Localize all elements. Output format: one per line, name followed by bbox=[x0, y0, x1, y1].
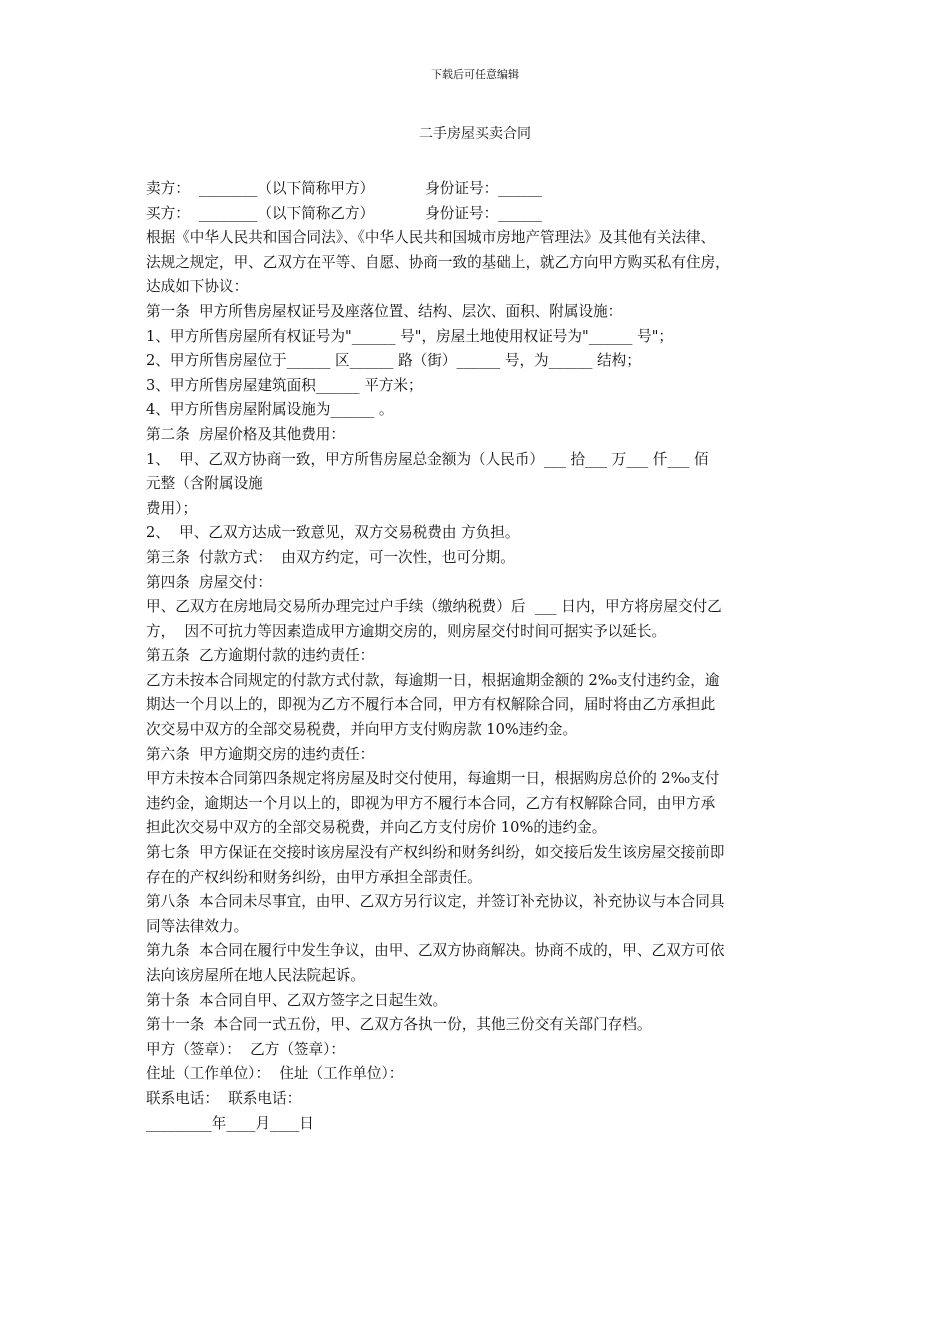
contract-line: 达成如下协议： bbox=[146, 278, 249, 296]
contract-line: 第二条 房屋价格及其他费用： bbox=[146, 425, 345, 443]
contract-line: 3、甲方所售房屋建筑面积______ 平方米； bbox=[146, 376, 423, 394]
contract-line: 第七条 甲方保证在交接时该房屋没有产权纠纷和财务纠纷，如交接后发生该房屋交接前即 bbox=[146, 844, 725, 862]
contract-line: 买方： ________（以下简称乙方） 身份证号：______ bbox=[146, 204, 542, 222]
contract-line: 甲方（签章）： 乙方（签章）： bbox=[146, 1040, 345, 1058]
contract-line: 第五条 乙方逾期付款的违约责任： bbox=[146, 647, 375, 665]
contract-line: 第九条 本合同在履行中发生争议，由甲、乙双方协商解决。协商不成的，甲、乙双方可依 bbox=[146, 942, 725, 960]
contract-line: 法规之规定，甲、乙双方在平等、自愿、协商一致的基础上，就乙方向甲方购买私有住房， bbox=[146, 253, 730, 271]
contract-line: 第一条 甲方所售房屋权证号及座落位置、结构、层次、面积、附属设施： bbox=[146, 302, 623, 320]
contract-line: 第八条 本合同未尽事宜，由甲、乙双方另行议定，并签订补充协议，补充协议与本合同具 bbox=[146, 893, 725, 911]
contract-line: 1、 甲、乙双方协商一致，甲方所售房屋总金额为（人民币）___ 拾___ 万___ 仟___ 佰 bbox=[146, 450, 709, 468]
document-title: 二手房屋买卖合同 bbox=[419, 126, 531, 142]
contract-line: 第十条 本合同自甲、乙双方签字之日起生效。 bbox=[146, 991, 448, 1009]
contract-line: 第十一条 本合同一式五份，甲、乙双方各执一份，其他三份交有关部门存档。 bbox=[146, 1016, 652, 1034]
contract-line: 担此次交易中双方的全部交易税费，并向乙方支付房价 10%的违约金。 bbox=[146, 819, 607, 837]
contract-line: 乙方未按本合同规定的付款方式付款，每逾期一日，根据逾期金额的 2‰支付违约金，逾 bbox=[146, 671, 720, 689]
contract-line: 期达一个月以上的，即视为乙方不履行本合同，甲方有权解除合同，届时将由乙方承担此 bbox=[146, 696, 716, 714]
contract-line: 存在的产权纠纷和财务纠纷，由甲方承担全部责任。 bbox=[146, 868, 482, 886]
contract-line: 第三条 付款方式： 由双方约定，可一次性，也可分期。 bbox=[146, 548, 515, 566]
contract-line: 同等法律效力。 bbox=[146, 917, 249, 935]
contract-line: 卖方： ________（以下简称甲方） 身份证号：______ bbox=[146, 180, 542, 197]
contract-line: 2、 甲、乙双方达成一致意见，双方交易税费由 方负担。 bbox=[146, 524, 520, 542]
contract-line: 根据《中华人民共和国合同法》、《中华人民共和国城市房地产管理法》及其他有关法律、 bbox=[146, 229, 716, 247]
contract-line: 住址（工作单位）： 住址（工作单位）： bbox=[146, 1065, 404, 1083]
contract-line: 2、甲方所售房屋位于______ 区______ 路（街）______ 号，为______ 结构； bbox=[146, 352, 641, 370]
contract-line: 违约金，逾期达一个月以上的，即视为甲方不履行本合同，乙方有权解除合同，由甲方承 bbox=[146, 794, 716, 812]
contract-line: 元整（含附属设施 bbox=[146, 475, 263, 493]
contract-line: 甲方未按本合同第四条规定将房屋及时交付使用，每逾期一日，根据购房总价的 2‰支付 bbox=[146, 770, 720, 788]
contract-line: 方， 因不可抗力等因素造成甲方逾期交房的，则房屋交付时间可据实予以延长。 bbox=[146, 622, 667, 640]
contract-line: 甲、乙双方在房地局交易所办理完过户手续（缴纳税费）后 ___ 日内，甲方将房屋交付乙 bbox=[146, 598, 722, 616]
page-header-note: 下载后可任意编辑 bbox=[431, 68, 519, 81]
contract-line: 费用）； bbox=[146, 499, 198, 517]
contract-line: 次交易中双方的全部交易税费，并向甲方支付购房款 10%违约金。 bbox=[146, 721, 578, 739]
contract-line: 法向该房屋所在地人民法院起诉。 bbox=[146, 967, 365, 984]
contract-line: 第六条 甲方逾期交房的违约责任： bbox=[146, 745, 375, 763]
contract-line: 4、甲方所售房屋附属设施为______ 。 bbox=[146, 401, 394, 419]
contract-line: _________年____月____日 bbox=[146, 1114, 314, 1132]
contract-line: 第四条 房屋交付： bbox=[146, 573, 273, 591]
contract-line: 1、甲方所售房屋所有权证号为"______ 号"，房屋土地使用权证号为"______ 号"； bbox=[146, 327, 674, 345]
contract-line: 联系电话： 联系电话： bbox=[146, 1089, 302, 1107]
contract-body bbox=[146, 177, 818, 1136]
